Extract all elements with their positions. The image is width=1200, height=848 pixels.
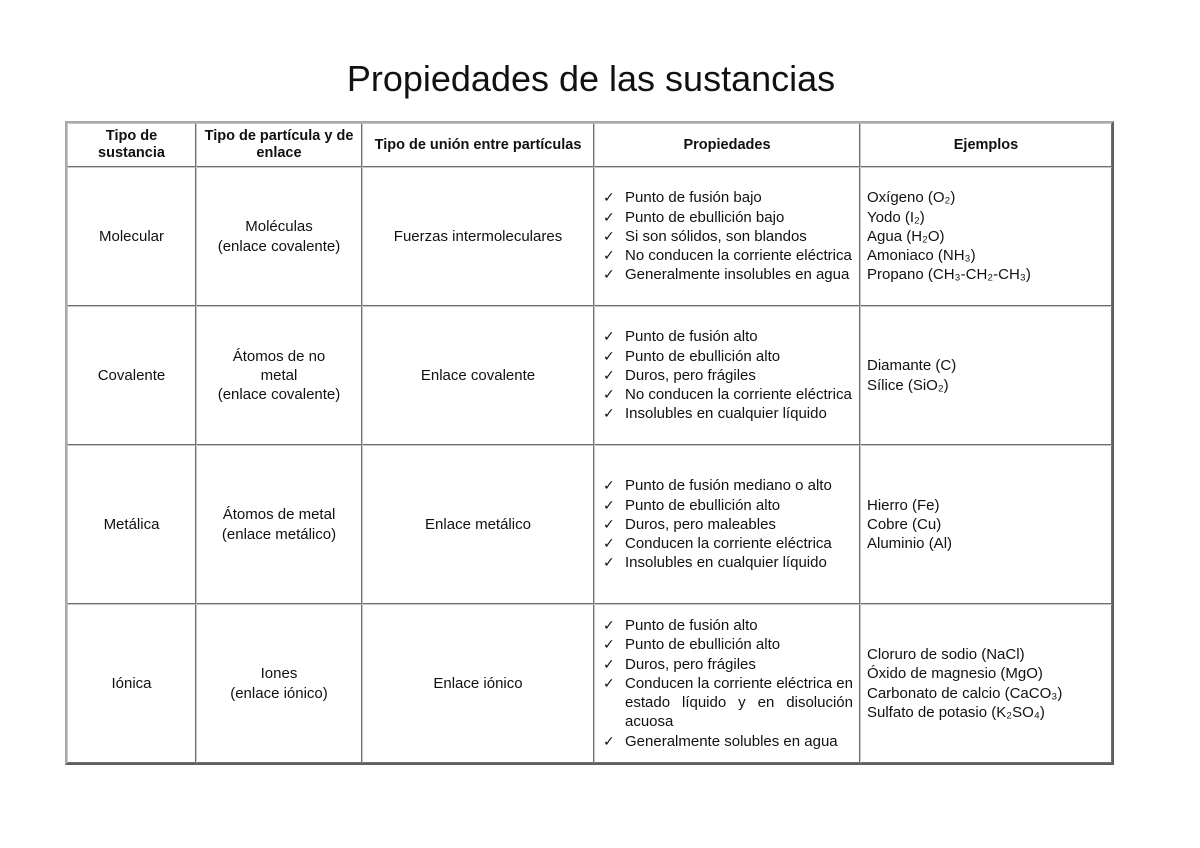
header-tipo-sustancia: Tipo de sustancia (67, 123, 196, 167)
particula-bond: (enlace covalente) (217, 237, 341, 255)
list-item: ✓ Si son sólidos, son blandos (603, 227, 807, 245)
example-item: Oxígeno (O₂) (867, 189, 956, 207)
particula-name: Moléculas (245, 218, 313, 236)
list-item: ✓ Punto de fusión bajo (603, 189, 762, 207)
header-propiedades: Propiedades (594, 123, 860, 167)
list-item: ✓ Duros, pero maleables (603, 515, 776, 533)
union-cell: Enlace metálico (362, 445, 594, 604)
example-item: Hierro (Fe) (867, 496, 940, 514)
table-row (67, 604, 1112, 763)
table-row (67, 167, 1112, 306)
example-item: Carbonato de calcio (CaCO₃) (867, 684, 1063, 702)
particula-cell (196, 604, 362, 763)
union-cell: Enlace iónico (362, 604, 594, 763)
example-item: Óxido de magnesio (MgO) (867, 665, 1043, 683)
example-item: Yodo (I₂) (867, 208, 925, 226)
example-item: Sílice (SiO₂) (867, 376, 949, 394)
list-item: ✓ No conducen la corriente eléctrica (603, 386, 852, 404)
propiedades-cell (594, 604, 860, 763)
check-icon: ✓ (603, 477, 615, 494)
example-item: Sulfato de potasio (K₂SO₄) (867, 703, 1045, 721)
list-item: ✓ No conducen la corriente eléctrica (603, 247, 852, 265)
particula-bond: (enlace covalente) (217, 386, 341, 404)
example-item: Aluminio (Al) (867, 535, 953, 553)
list-item: ✓ Punto de fusión alto (603, 616, 758, 634)
check-icon: ✓ (603, 636, 615, 653)
page-title: Propiedades de las sustancias (346, 58, 836, 99)
list-item: ✓ Punto de fusión mediano o alto (603, 477, 832, 495)
propiedades-cell (594, 306, 860, 445)
check-icon: ✓ (603, 366, 615, 383)
tipo-cell: Iónica (67, 604, 196, 763)
check-icon: ✓ (603, 732, 615, 749)
list-item: ✓ Punto de ebullición alto (603, 636, 781, 654)
particula-cell (196, 306, 362, 445)
union-cell: Enlace covalente (362, 306, 594, 445)
list-item: ✓ Generalmente solubles en agua (603, 732, 838, 750)
tipo-cell: Molecular (67, 167, 196, 306)
list-item: ✓ Punto de ebullición alto (603, 496, 781, 514)
check-icon: ✓ (603, 347, 615, 364)
header-tipo-union: Tipo de unión entre partículas (362, 123, 594, 167)
particula-name: Átomos de metal (222, 506, 336, 524)
check-icon: ✓ (603, 328, 615, 345)
header-tipo-particula: Tipo de partícula y de enlace (196, 123, 362, 167)
check-icon: ✓ (603, 266, 615, 283)
header-ejemplos: Ejemplos (860, 123, 1112, 167)
check-icon: ✓ (603, 247, 615, 264)
check-icon: ✓ (603, 655, 615, 672)
check-icon: ✓ (603, 515, 615, 532)
table-row (67, 306, 1112, 445)
particula-name: Átomos de no metal (232, 347, 326, 384)
example-item: Cloruro de sodio (NaCl) (867, 645, 1025, 663)
ejemplos-cell (860, 167, 1112, 306)
example-item: Diamante (C) (867, 357, 957, 375)
list-item: ✓ Punto de fusión alto (603, 328, 758, 346)
particula-bond: (enlace metálico) (221, 525, 337, 543)
check-icon: ✓ (603, 405, 615, 422)
check-icon: ✓ (603, 386, 615, 403)
list-item: ✓ Duros, pero frágiles (603, 366, 756, 384)
example-item: Propano (CH₃-CH₂-CH₃) (867, 266, 1031, 284)
check-icon: ✓ (603, 189, 615, 206)
ejemplos-cell (860, 445, 1112, 604)
ejemplos-cell (860, 604, 1112, 763)
check-icon: ✓ (603, 496, 615, 513)
propiedades-cell (594, 445, 860, 604)
list-item: ✓ Insolubles en cualquier líquido (603, 554, 827, 572)
example-item: Cobre (Cu) (867, 515, 942, 533)
list-item: ✓ Conducen la corriente eléctrica (603, 535, 832, 553)
tipo-cell: Metálica (67, 445, 196, 604)
properties-table (65, 121, 1114, 765)
example-item: Amoniaco (NH₃) (867, 247, 976, 265)
check-icon: ✓ (603, 208, 615, 225)
list-item: ✓ Generalmente insolubles en agua (603, 266, 850, 284)
check-icon: ✓ (603, 227, 615, 244)
tipo-cell: Covalente (67, 306, 196, 445)
table-row (67, 445, 1112, 604)
particula-bond: (enlace iónico) (230, 684, 328, 702)
list-item: ✓ Punto de ebullición bajo (603, 208, 785, 226)
propiedades-cell (594, 167, 860, 306)
check-icon: ✓ (603, 554, 615, 571)
particula-name: Iones (260, 665, 298, 683)
list-item: ✓ Punto de ebullición alto (603, 347, 781, 365)
check-icon: ✓ (603, 674, 615, 691)
check-icon: ✓ (603, 535, 615, 552)
check-icon: ✓ (603, 616, 615, 633)
particula-cell (196, 445, 362, 604)
ejemplos-cell (860, 306, 1112, 445)
list-item: ✓ Duros, pero frágiles (603, 655, 756, 673)
example-item: Agua (H₂O) (867, 227, 945, 245)
union-cell: Fuerzas intermoleculares (362, 167, 594, 306)
header-row (67, 123, 1112, 167)
list-item: ✓ Conducen la corriente eléctrica en estado líquido y en disolución acuosa (603, 674, 853, 731)
particula-cell (196, 167, 362, 306)
list-item: ✓ Insolubles en cualquier líquido (603, 405, 827, 423)
